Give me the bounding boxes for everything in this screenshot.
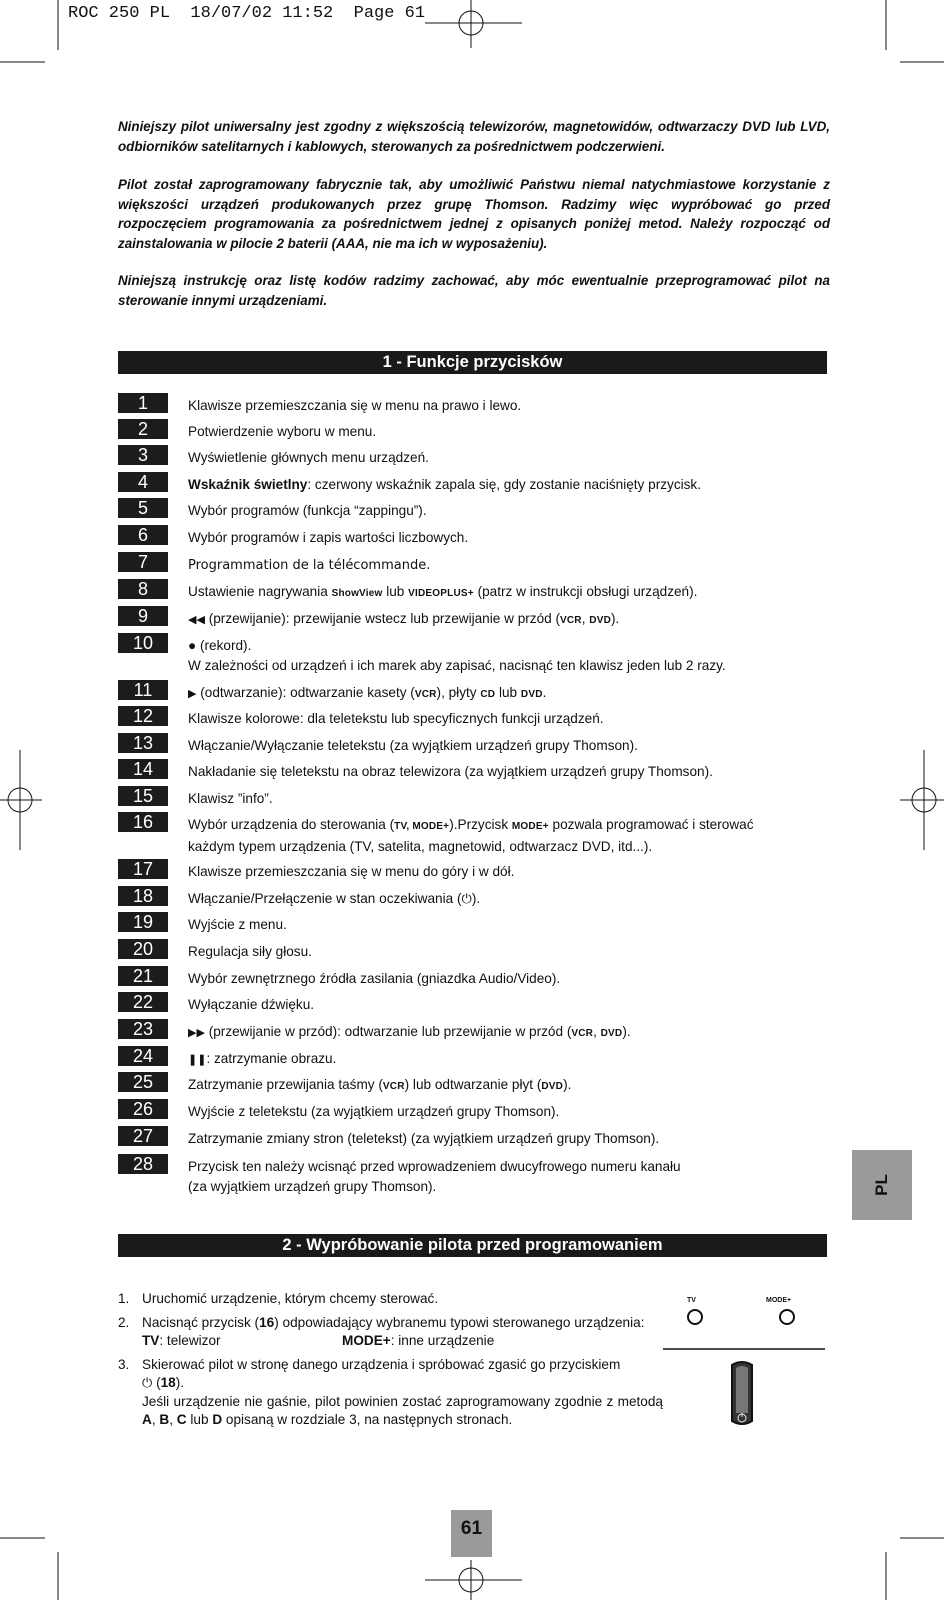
tv-label: TV: [142, 1333, 160, 1348]
text-segment: DVD: [600, 1028, 623, 1039]
description-text: Zatrzymanie zmiany stron (teletekst) (za wyjątkiem urządzeń grupy Thomson).: [188, 1131, 660, 1146]
function-description: [188, 1129, 828, 1149]
button-number: 25: [118, 1072, 168, 1092]
sep: ,: [151, 1412, 160, 1427]
function-description: [188, 448, 828, 468]
function-description: [188, 475, 828, 495]
function-description: [188, 501, 828, 521]
description-text: Programmation de la télécommande.: [188, 558, 431, 573]
text-segment: DVD: [589, 615, 612, 626]
text-segment: ) lub odtwarzanie płyt (: [404, 1077, 542, 1092]
text-segment: ShowView: [331, 588, 383, 599]
button-number: 9: [118, 606, 168, 626]
description-text: Klawisze przemieszczania się w menu na prawo i lewo.: [188, 398, 522, 413]
description-text: Wybór programów i zapis wartości liczbowych.: [188, 530, 469, 545]
mode-desc: : inne urządzenie: [390, 1333, 495, 1348]
language-tab-label: PL: [872, 1174, 891, 1196]
button-number: 19: [118, 912, 168, 932]
button-number: 2: [118, 419, 168, 439]
sep: lub: [186, 1412, 213, 1427]
steps-list: [118, 1290, 663, 1435]
text-segment: każdym typem urządzenia (TV, satelita, magnetowid, odtwarzacz DVD, itd...).: [188, 839, 653, 854]
text-segment: lub: [495, 685, 521, 700]
text-segment: MODE+: [511, 821, 549, 832]
description-text: : czerwony wskaźnik zapala się, gdy zostanie naciśnięty przycisk.: [307, 477, 702, 492]
button-number: 13: [118, 733, 168, 753]
text-segment: (przewijanie w przód): odtwarzanie lub przewijanie w przód (: [204, 1024, 572, 1039]
button-number: 7: [118, 552, 168, 572]
text-segment: lub: [382, 584, 409, 599]
transport-icon: ❚❚: [188, 1054, 207, 1066]
description-text: Wyjście z menu.: [188, 917, 287, 932]
text-segment: pozwala programować i sterować: [548, 817, 754, 832]
button-number: 15: [118, 786, 168, 806]
sep: ,: [169, 1412, 177, 1427]
tv-button-label: TV: [687, 1297, 696, 1304]
text-segment: ).: [471, 891, 481, 906]
button-number: 18: [118, 886, 168, 906]
function-description: [188, 942, 828, 962]
function-description: [188, 1102, 828, 1122]
text-segment: Włączanie/Przełączenie w stan oczekiwania (: [188, 891, 462, 906]
page-number: 61: [451, 1510, 492, 1557]
power-icon: ⏻: [461, 892, 472, 907]
function-description: [188, 915, 828, 935]
description-text: Potwierdzenie wyboru w menu.: [188, 424, 377, 439]
method-d: D: [212, 1412, 223, 1427]
power-icon: ⏻: [142, 1376, 153, 1391]
description-text: Wybór zewnętrznego źródła zasilania (gniazdka Audio/Video).: [188, 971, 561, 986]
function-description: [188, 555, 828, 576]
description-text: Włączanie/Wyłączanie teletekstu (za wyjątkiem urządzeń grupy Thomson).: [188, 738, 638, 753]
description-text: Wyświetlenie głównych menu urządzeń.: [188, 450, 429, 465]
description-text: Klawisz ”info”.: [188, 791, 273, 806]
button-number: 26: [118, 1099, 168, 1119]
function-description: [188, 1075, 828, 1097]
text-segment: (rekord).: [196, 638, 252, 653]
text-segment: ,: [593, 1024, 601, 1039]
button-number: 6: [118, 525, 168, 545]
method-a: A: [142, 1412, 152, 1427]
bold-label: Wskaźnik świetlny: [188, 477, 308, 492]
button-number: 21: [118, 966, 168, 986]
text-segment: Zatrzymanie przewijania taśmy (: [188, 1077, 383, 1092]
mode-button-label: MODE+: [766, 1297, 792, 1304]
function-description: [188, 528, 828, 548]
button-number: 11: [118, 680, 168, 700]
text-segment: TV, MODE+: [394, 821, 450, 832]
description-text: Nakładanie się teletekstu na obraz telewizora (za wyjątkiem urządzeń grupy Thomson).: [188, 764, 713, 779]
text-segment: W zależności od urządzeń i ich marek aby zapisać, nacisnąć ten klawisz jeden lub 2 razy.: [188, 658, 726, 673]
function-description: [188, 862, 828, 882]
button-number: 23: [118, 1019, 168, 1039]
step-2: [118, 1314, 663, 1350]
function-description: [188, 683, 828, 705]
text-segment: VIDEOPLUS+: [408, 588, 474, 599]
button-number: 17: [118, 859, 168, 879]
step-text: Uruchomić urządzenie, którym chcemy sterować.: [142, 1291, 439, 1306]
transport-icon: ▶▶: [188, 1027, 205, 1039]
function-description: [188, 709, 828, 729]
button-number: 27: [118, 1126, 168, 1146]
step-1: [118, 1290, 663, 1308]
text-segment: VCR: [382, 1081, 405, 1092]
button-number: 22: [118, 992, 168, 1012]
function-description: [188, 995, 828, 1015]
function-description: [188, 1157, 828, 1197]
step-text: (: [152, 1375, 161, 1390]
description-text: Klawisze kolorowe: dla teletekstu lub specyficznych funkcji urządzeń.: [188, 711, 604, 726]
button-number: 28: [118, 1154, 168, 1174]
step-3: [118, 1356, 663, 1429]
text-segment: ).: [563, 1077, 572, 1092]
step-text: Skierować pilot w stronę danego urządzenia i spróbować zgasić go przyciskiem: [142, 1357, 621, 1372]
text-segment: ), płyty: [436, 685, 481, 700]
function-description: [188, 969, 828, 989]
section2-title: 2 - Wypróbowanie pilota przed programowaniem: [118, 1234, 827, 1257]
transport-icon: ◀◀: [188, 614, 205, 626]
step-text: ) odpowiadający wybranemu typowi sterowanego urządzenia:: [274, 1315, 645, 1330]
text-segment: .: [542, 685, 547, 700]
button-ref: 16: [259, 1315, 275, 1330]
description-text: Wybór programów (funkcja “zappingu”).: [188, 503, 427, 518]
step-text: Jeśli urządzenie nie gaśnie, pilot powinien zostać zaprogramowany zgodnie z metodą: [142, 1394, 663, 1409]
button-number: 8: [118, 579, 168, 599]
step-number: 1.: [118, 1291, 130, 1306]
description-text: Klawisze przemieszczania się w menu do góry i w dół.: [188, 864, 515, 879]
function-description: [188, 422, 828, 442]
text-segment: (przewijanie): przewijanie wstecz lub przewijanie w przód (: [204, 611, 561, 626]
text-segment: DVD: [541, 1081, 564, 1092]
tv-desc: : telewizor: [159, 1333, 221, 1348]
step-text: ).: [175, 1375, 185, 1390]
button-number: 1: [118, 393, 168, 413]
function-description: [188, 636, 828, 676]
step-text: opisaną w rozdziale 3, na następnych stronach.: [222, 1412, 513, 1427]
description-text: Regulacja siły głosu.: [188, 944, 312, 959]
device-types: [142, 1332, 663, 1350]
text-segment: Przycisk ten należy wcisnąć przed wprowadzeniem dwucyfrowego numeru kanału: [188, 1159, 681, 1174]
function-description: [188, 889, 828, 910]
text-segment: VCR: [560, 615, 582, 626]
method-c: C: [176, 1412, 187, 1427]
text-segment: DVD: [520, 689, 543, 700]
transport-icon: ▶: [188, 688, 197, 700]
button-number: 4: [118, 472, 168, 492]
button-number: 16: [118, 812, 168, 832]
button-ref: 18: [160, 1375, 176, 1390]
button-number: 14: [118, 759, 168, 779]
function-description: [188, 609, 828, 631]
function-description: [188, 762, 828, 782]
text-segment: (odtwarzanie): odtwarzanie kasety (: [196, 685, 415, 700]
text-segment: Ustawienie nagrywania: [188, 584, 332, 599]
button-number: 5: [118, 498, 168, 518]
button-number: 12: [118, 706, 168, 726]
function-description: [188, 582, 828, 604]
function-description: [188, 396, 828, 416]
button-number: 10: [118, 633, 168, 653]
section1-title: 1 - Funkcje przycisków: [118, 351, 827, 374]
text-segment: ,: [581, 611, 590, 626]
intro-paragraph-3: Niniejszą instrukcję oraz listę kodów radzimy zachować, aby móc ewentualnie przeprogramować pilot na sterowanie innymi urządzeniami.: [118, 273, 830, 308]
print-header: ROC 250 PL 18/07/02 11:52 Page 61: [68, 4, 426, 23]
button-number: 3: [118, 445, 168, 465]
text-segment: (patrz w instrukcji obsługi urządzeń).: [473, 584, 698, 599]
step-number: 2.: [118, 1315, 130, 1330]
description-text: Wyłączanie dźwięku.: [188, 997, 315, 1012]
text-segment: VCR: [414, 689, 437, 700]
button-number: 20: [118, 939, 168, 959]
text-segment: VCR: [571, 1028, 594, 1039]
record-icon: ●: [188, 638, 197, 653]
intro-paragraph-2: Pilot został zaprogramowany fabrycznie tak, aby umożliwić Państwu niemal natychmiastowe korzystanie z większości urządzeń produkowanych przez grupę Thomson. Radzimy więc wypróbować go przed rozpoczęciem programowania za pośrednictwem jednej z opisanych poniżej metod. Należy rozpocząć od zainstalowania w pilocie 2 baterii (AAA, nie ma ich w wyposażeniu).: [118, 177, 830, 251]
text-segment: ).: [611, 611, 620, 626]
function-description: [188, 1022, 828, 1044]
intro-paragraph-1: Niniejszy pilot uniwersalny jest zgodny z większością telewizorów, magnetowidów, odtwarzaczy DVD lub LVD, odbiorników satelitarnych i kablowych, sterowanych za pośrednictwem podczerwieni.: [118, 119, 830, 154]
description-text: Wyjście z teletekstu (za wyjątkiem urządzeń grupy Thomson).: [188, 1104, 560, 1119]
text-segment: ).: [622, 1024, 631, 1039]
text-segment: Wybór urządzenia do sterowania (: [188, 817, 395, 832]
remote-illustration: [660, 1293, 830, 1433]
function-description: [188, 789, 828, 809]
function-description: [188, 815, 828, 857]
remote-drawing: [660, 1293, 830, 1433]
text-segment: : zatrzymanie obrazu.: [206, 1051, 337, 1066]
function-description: [188, 736, 828, 756]
mode-label: MODE+: [342, 1333, 391, 1348]
button-number: 24: [118, 1046, 168, 1066]
text-segment: CD: [480, 689, 496, 700]
step-text: Nacisnąć przycisk (: [142, 1315, 260, 1330]
method-b: B: [159, 1412, 170, 1427]
text-segment: (za wyjątkiem urządzeń grupy Thomson).: [188, 1179, 437, 1194]
function-description: [188, 1049, 828, 1070]
step-number: 3.: [118, 1357, 130, 1372]
language-tab: [852, 1150, 912, 1220]
text-segment: ).Przycisk: [449, 817, 512, 832]
